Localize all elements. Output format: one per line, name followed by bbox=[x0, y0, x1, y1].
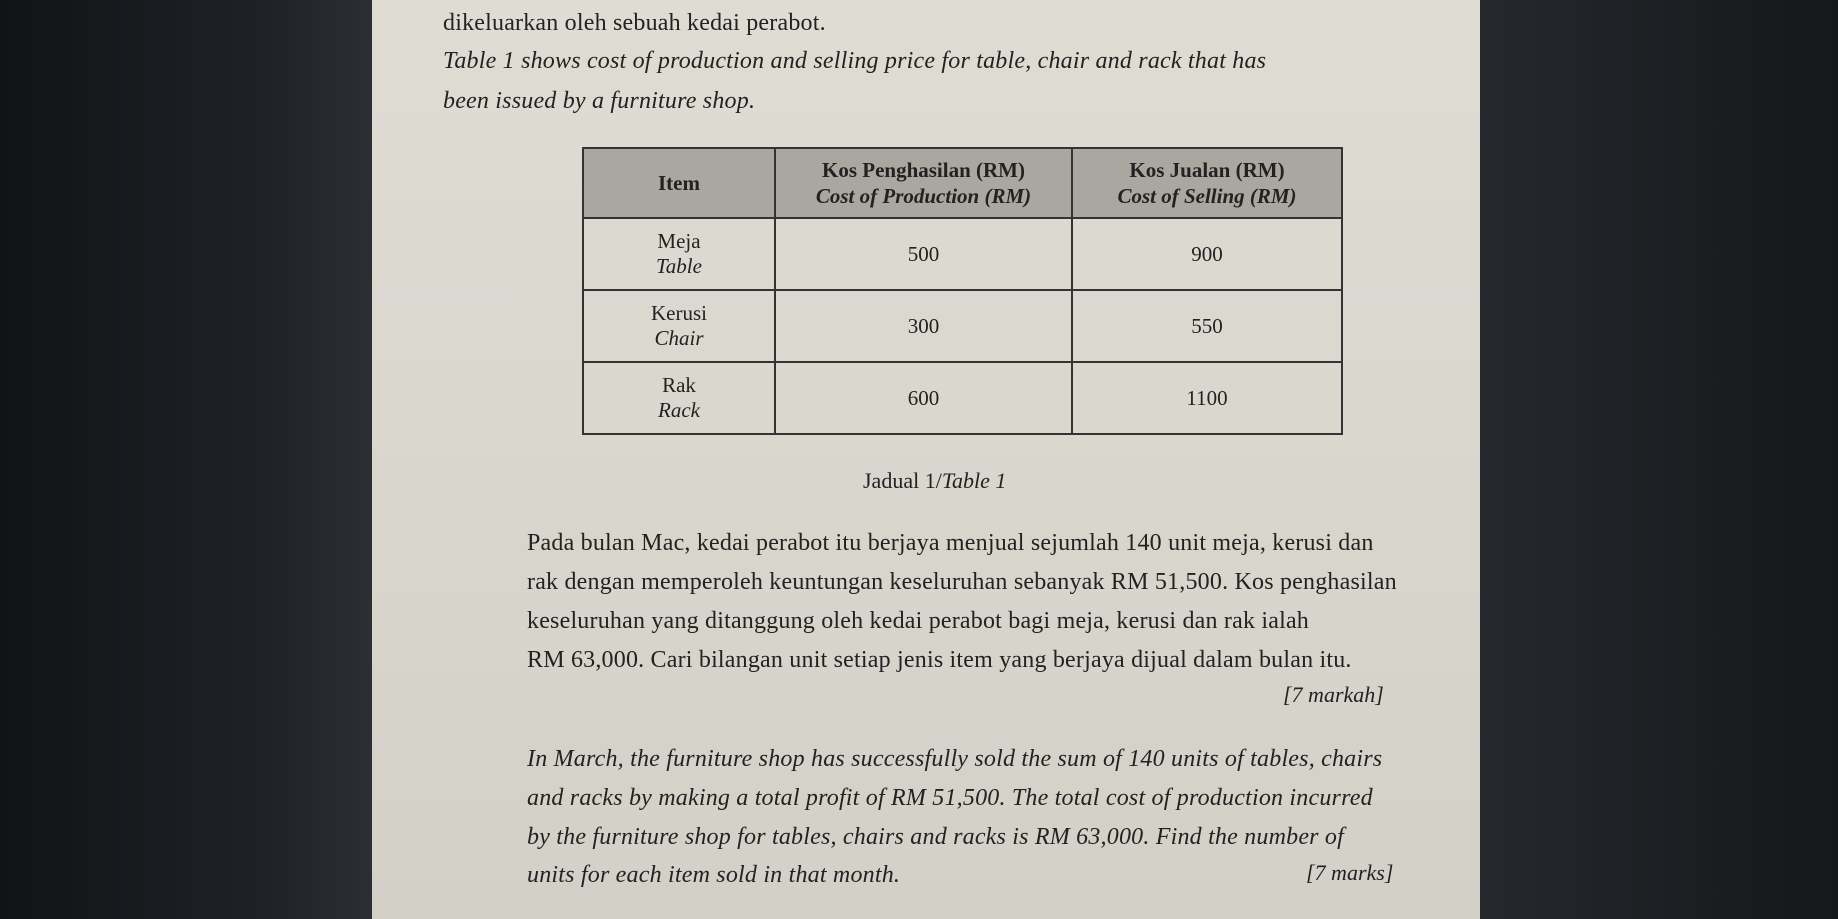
header-cost-production-english: Cost of Production (RM) bbox=[815, 184, 1032, 208]
table-caption bbox=[863, 468, 1006, 494]
marks-malay: [7 markah] bbox=[1283, 682, 1384, 707]
header-item-label: Item bbox=[658, 171, 700, 195]
header-cost-selling-malay: Kos Jualan (RM) bbox=[1129, 158, 1285, 182]
item-english: Chair bbox=[654, 326, 704, 350]
question-english-line-2: and racks by making a total profit of RM 51,500. The total cost of production incurred bbox=[527, 785, 1373, 811]
question-english-line-1: In March, the furniture shop has successfully sold the sum of 140 units of tables, chairs bbox=[527, 746, 1383, 772]
cost-cell: 300 bbox=[775, 290, 1072, 362]
question-malay-line-2: rak dengan memperoleh keuntungan keseluruhan sebanyak RM 51,500. Kos penghasilan bbox=[527, 569, 1397, 595]
question-english-line-3: by the furniture shop for tables, chairs and racks is RM 63,000. Find the number of bbox=[527, 824, 1344, 850]
header-cost-production bbox=[775, 148, 1072, 218]
document-page bbox=[372, 0, 1480, 919]
background-right bbox=[1480, 0, 1838, 919]
selling-cell: 900 bbox=[1072, 218, 1342, 290]
item-malay: Rak bbox=[662, 373, 696, 397]
table-row bbox=[583, 290, 1342, 362]
question-malay-line-1: Pada bulan Mac, kedai perabot itu berjaya menjual sejumlah 140 unit meja, kerusi dan bbox=[527, 530, 1374, 556]
item-english: Rack bbox=[658, 398, 700, 422]
question-english-line-4: units for each item sold in that month. bbox=[527, 862, 901, 888]
table-caption-english: Table 1 bbox=[941, 468, 1007, 493]
cost-table bbox=[582, 147, 1343, 435]
item-cell bbox=[583, 362, 775, 434]
table-row bbox=[583, 362, 1342, 434]
intro-english-line-1: Table 1 shows cost of production and selling price for table, chair and rack that has bbox=[443, 48, 1267, 74]
item-english: Table bbox=[656, 254, 702, 278]
selling-cell: 1100 bbox=[1072, 362, 1342, 434]
intro-malay: dikeluarkan oleh sebuah kedai perabot. bbox=[443, 10, 826, 36]
header-cost-production-malay: Kos Penghasilan (RM) bbox=[821, 158, 1025, 182]
question-malay-line-4: RM 63,000. Cari bilangan unit setiap jenis item yang berjaya dijual dalam bulan itu. bbox=[527, 647, 1352, 673]
table-row bbox=[583, 218, 1342, 290]
marks-english: [7 marks] bbox=[1306, 860, 1394, 885]
header-cost-selling-english: Cost of Selling (RM) bbox=[1117, 184, 1297, 208]
item-malay: Meja bbox=[657, 229, 701, 253]
background-left bbox=[0, 0, 372, 919]
cost-cell: 500 bbox=[775, 218, 1072, 290]
intro-english-line-2: been issued by a furniture shop. bbox=[443, 88, 756, 114]
cost-cell: 600 bbox=[775, 362, 1072, 434]
question-malay-line-3: keseluruhan yang ditanggung oleh kedai perabot bagi meja, kerusi dan rak ialah bbox=[527, 608, 1310, 634]
item-malay: Kerusi bbox=[651, 301, 707, 325]
item-cell bbox=[583, 290, 775, 362]
header-cost-selling bbox=[1072, 148, 1342, 218]
table-caption-malay: Jadual 1/ bbox=[863, 468, 942, 493]
selling-cell: 550 bbox=[1072, 290, 1342, 362]
table-header-row bbox=[583, 148, 1342, 218]
item-cell bbox=[583, 218, 775, 290]
header-item bbox=[583, 148, 775, 218]
